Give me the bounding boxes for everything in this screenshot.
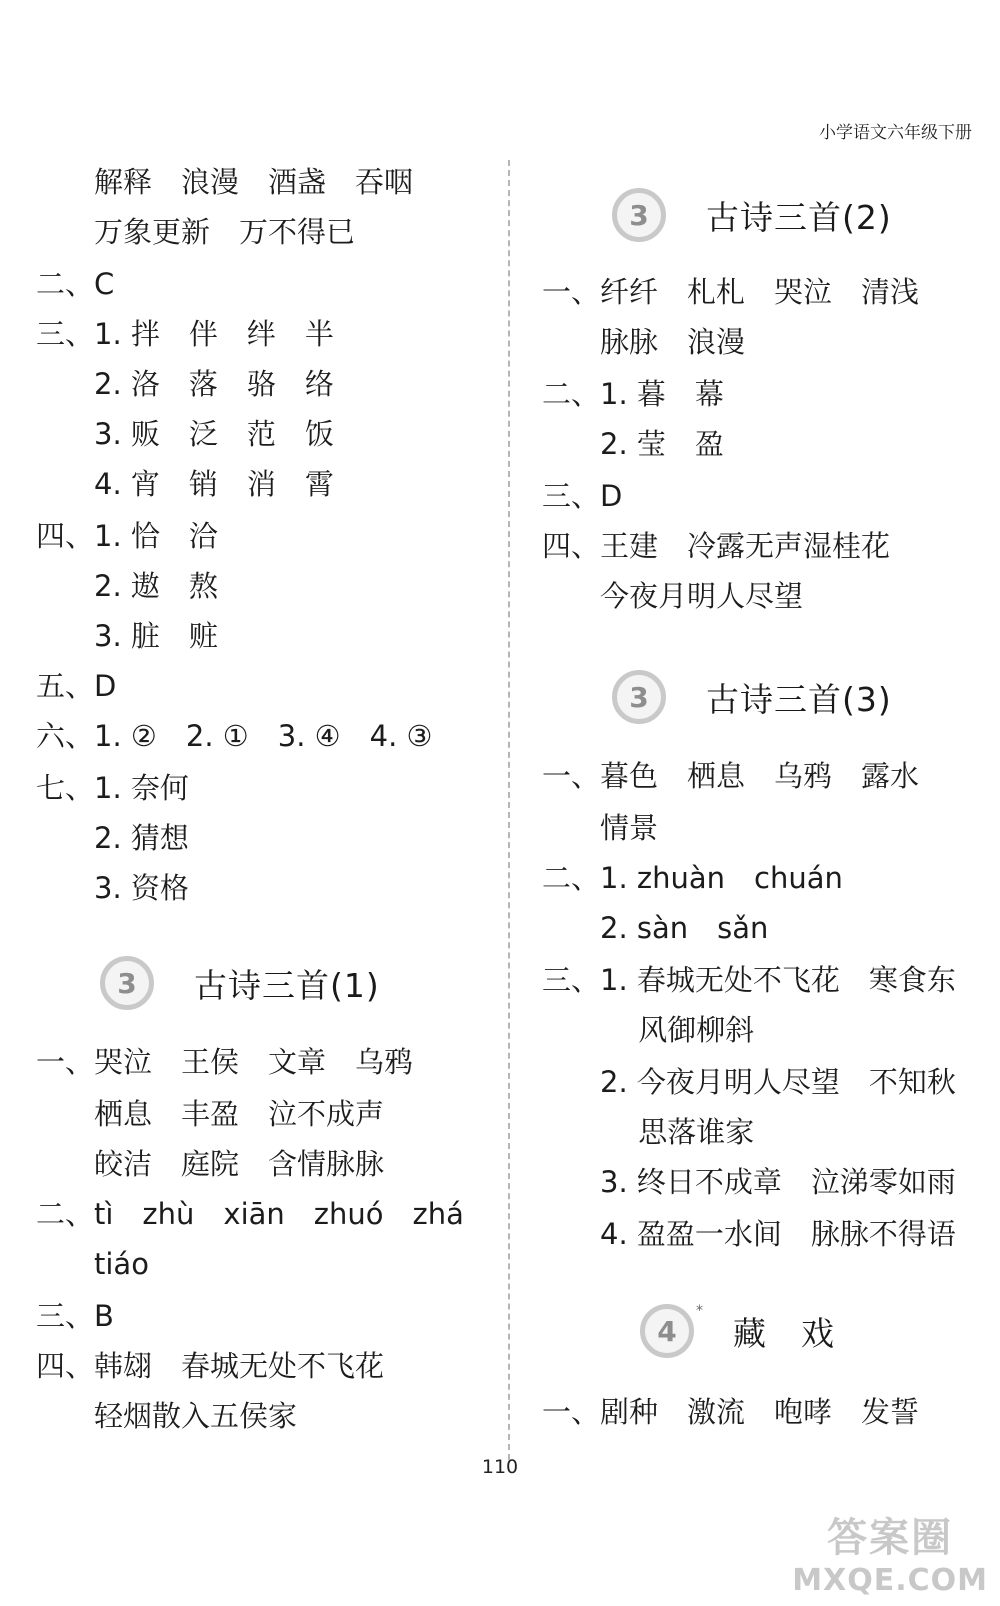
section-title: 藏 戏 — [733, 1313, 835, 1353]
column-divider — [508, 160, 510, 1460]
answer-line: 3. 终日不成章 泣涕零如雨 — [542, 1165, 956, 1199]
watermark-text: 答案圈 — [827, 1515, 954, 1561]
book-title-header: 小学语文六年级下册 — [819, 123, 972, 143]
lesson-number-badge: 4 — [640, 1304, 694, 1358]
answer-line: 二、C — [36, 267, 115, 301]
watermark-url: MXQE.COM — [792, 1563, 988, 1598]
answer-line: 一、纤纤 札札 哭泣 清浅 — [542, 275, 920, 309]
answer-line: 一、剧种 激流 咆哮 发誓 — [542, 1395, 920, 1429]
answer-line: 二、1. 暮 幕 — [542, 377, 724, 411]
answer-line: 2. 莹 盈 — [542, 427, 724, 461]
answer-line: 4. 宵 销 消 霄 — [36, 467, 334, 501]
answer-line: 2. 今夜月明人尽望 不知秋 — [542, 1065, 956, 1099]
answer-line: 2. sàn sǎn — [542, 911, 769, 945]
lesson-number-badge: 3 — [612, 188, 666, 242]
section-title: 古诗三首(2) — [706, 197, 892, 237]
answer-line: 2. 遨 熬 — [36, 569, 218, 603]
optional-lesson-star: * — [696, 1303, 703, 1319]
answer-line: 解释 浪漫 酒盏 吞咽 — [36, 165, 414, 199]
answer-line: 四、1. 恰 洽 — [36, 519, 218, 553]
section-heading — [612, 670, 892, 724]
answer-line: 一、哭泣 王侯 文章 乌鸦 — [36, 1045, 414, 1079]
answer-line: 脉脉 浪漫 — [542, 325, 746, 359]
section-heading — [612, 188, 892, 242]
answer-line: 一、暮色 栖息 乌鸦 露水 — [542, 759, 920, 793]
answer-line: 四、王建 冷露无声湿桂花 — [542, 529, 891, 563]
lesson-number-badge: 3 — [612, 670, 666, 724]
lesson-number-badge: 3 — [100, 956, 154, 1010]
answer-line: 4. 盈盈一水间 脉脉不得语 — [542, 1217, 956, 1251]
watermark-logo — [792, 1506, 988, 1598]
answer-line: 三、D — [542, 479, 623, 513]
section-title: 古诗三首(3) — [706, 679, 892, 719]
answer-line: 二、tì zhù xiān zhuó zhá — [36, 1197, 464, 1231]
answer-line: tiáo — [36, 1247, 149, 1281]
answer-line: 轻烟散入五侯家 — [36, 1399, 298, 1433]
section-title: 古诗三首(1) — [194, 965, 380, 1005]
answer-line: 3. 贩 泛 范 饭 — [36, 417, 334, 451]
answer-line: 皎洁 庭院 含情脉脉 — [36, 1147, 385, 1181]
answer-line: 思落谁家 — [542, 1115, 755, 1149]
answer-line: 今夜月明人尽望 — [542, 579, 804, 613]
section-heading — [640, 1304, 835, 1358]
answer-line: 风御柳斜 — [542, 1013, 755, 1047]
answer-line: 四、韩翃 春城无处不飞花 — [36, 1349, 385, 1383]
answer-line: 三、1. 春城无处不飞花 寒食东 — [542, 963, 956, 997]
answer-line: 栖息 丰盈 泣不成声 — [36, 1097, 385, 1131]
answer-line: 情景 — [542, 811, 659, 845]
answer-line: 二、1. zhuàn chuán — [542, 861, 843, 895]
answer-line: 3. 脏 赃 — [36, 619, 218, 653]
answer-line: 六、1. ② 2. ① 3. ④ 4. ③ — [36, 719, 433, 753]
section-heading — [100, 956, 380, 1010]
answer-line: 2. 洛 落 骆 络 — [36, 367, 334, 401]
answer-line: 五、D — [36, 669, 117, 703]
answer-line: 三、B — [36, 1299, 114, 1333]
answer-line: 2. 猜想 — [36, 821, 189, 855]
answer-line: 三、1. 拌 伴 绊 半 — [36, 317, 334, 351]
answer-line: 万象更新 万不得已 — [36, 215, 356, 249]
answer-line: 3. 资格 — [36, 871, 189, 905]
answer-line: 七、1. 奈何 — [36, 771, 189, 805]
page-number: 110 — [481, 1456, 519, 1478]
